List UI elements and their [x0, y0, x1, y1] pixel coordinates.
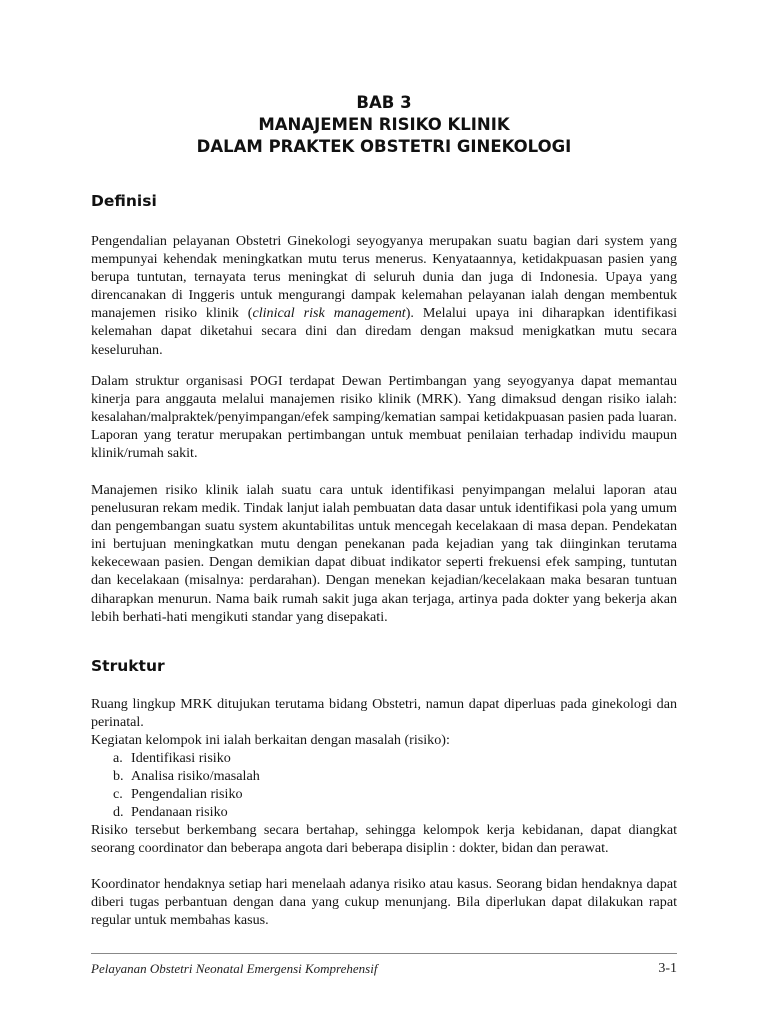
list-item — [91, 785, 677, 803]
chapter-title-line-1: MANAJEMEN RISIKO KLINIK — [258, 115, 510, 134]
paragraph-struktur-3: Risiko tersebut berkembang secara bertahap, sehingga kelompok kerja kebidanan, dapat diangkat seorang coordinator dan beberapa angota dari beberapa disiplin : dokter, bidan dan perawat. — [91, 822, 677, 857]
paragraph-text: ). Melalui upaya ini diharapkan identifikasi kelemahan dapat diketahui secara dini dan diredam dengan maksud menigkatkan mutu secara keseluruhan. — [91, 305, 677, 358]
list-item-text: Pengendalian risiko — [131, 786, 243, 803]
list-marker: c. — [113, 786, 123, 803]
footer-title: Pelayanan Obstetri Neonatal Emergensi Komprehensif — [91, 961, 378, 976]
list-marker: d. — [113, 804, 124, 821]
heading-definisi: Definisi — [91, 192, 157, 210]
italic-term: clinical risk management — [252, 305, 406, 322]
list-item-text: Pendanaan risiko — [131, 804, 228, 821]
list-item — [91, 803, 677, 821]
risk-activity-list — [91, 749, 677, 821]
list-item-text: Identifikasi risiko — [131, 750, 231, 766]
paragraph-struktur-2: Kegiatan kelompok ini ialah berkaitan dengan masalah (risiko): — [91, 732, 450, 748]
list-marker: b. — [113, 768, 124, 785]
list-item-text: Analisa risiko/masalah — [131, 768, 260, 785]
paragraph-struktur-4: Koordinator hendaknya setiap hari menelaah adanya risiko atau kasus. Seorang bidan hendaknya dapat diberi tugas perbantuan dengan dana yang cukup menunjang. Bila diperlukan dapat dilakukan rapat regular untuk membahas kasus. — [91, 876, 677, 929]
paragraph-definisi-3: Manajemen risiko klinik ialah suatu cara untuk identifikasi penyimpangan melalui laporan atau penelusuran rekam medik. Tindak lanjut ialah pembuatan data dasar untuk identifikasi pola yang umum dan pengembangan suatu system akuntabilitas untuk mencegah kecelakaan di masa depan. Pendekatan ini bertujuan meningkatkan mutu dengan penekanan pada kejadian yang tak diinginkan terutama kekecewaan pasien. Dengan demikian dapat dibuat indikator seperti frekuensi efek samping, tuntutan dan kecelakaan (misalnya: perdarahan). Dengan menekan kejadian/kecelakaan maka besaran tuntuan diharapkan menurun. Nama baik rumah sakit juga akan terjaga, artinya pada dokter yang bekerja akan lebih berhati-hati mengikuti standar yang disepakati. — [91, 482, 677, 625]
footer-divider — [91, 953, 677, 954]
page-number: 3-1 — [658, 961, 677, 976]
chapter-title-line-2: DALAM PRAKTEK OBSTETRI GINEKOLOGI — [196, 137, 572, 156]
list-item — [91, 767, 677, 785]
chapter-number: BAB 3 — [356, 93, 412, 112]
list-marker: a. — [113, 750, 123, 766]
list-item — [91, 749, 677, 767]
paragraph-struktur-1: Ruang lingkup MRK ditujukan terutama bidang Obstetri, namun dapat diperluas pada ginekologi dan perinatal. — [91, 696, 677, 731]
heading-struktur: Struktur — [91, 657, 165, 675]
paragraph-definisi-2: Dalam struktur organisasi POGI terdapat Dewan Pertimbangan yang seyogyanya dapat memantau kinerja para anggauta melalui manajemen risiko klinik (MRK). Yang dimaksud dengan risiko ialah: kesalahan/malpraktek/penyimpangan/efek samping/kematian sampai ketidakpuasan pasien pada luaran. Laporan yang teratur merupakan pertimbangan untuk membuat penilaian terhadap individu maupun klinik/rumah sakit. — [91, 373, 677, 462]
paragraph-text: Pengendalian pelayanan Obstetri Ginekologi seyogyanya merupakan suatu bagian dari system yang mempunyai kehendak meningkatkan mutu terus menerus. Kenyataannya, ketidakpuasan pasien yang berupa tuntutan, ternayata terus meningkat di seluruh dunia dan juga di Indonesia. Upaya yang direncanakan di Inggeris untuk mengurangi dampak kelemahan pelayanan ialah dengan membentuk manajemen risiko klinik ( — [91, 233, 677, 322]
paragraph-definisi-1 — [91, 232, 677, 359]
